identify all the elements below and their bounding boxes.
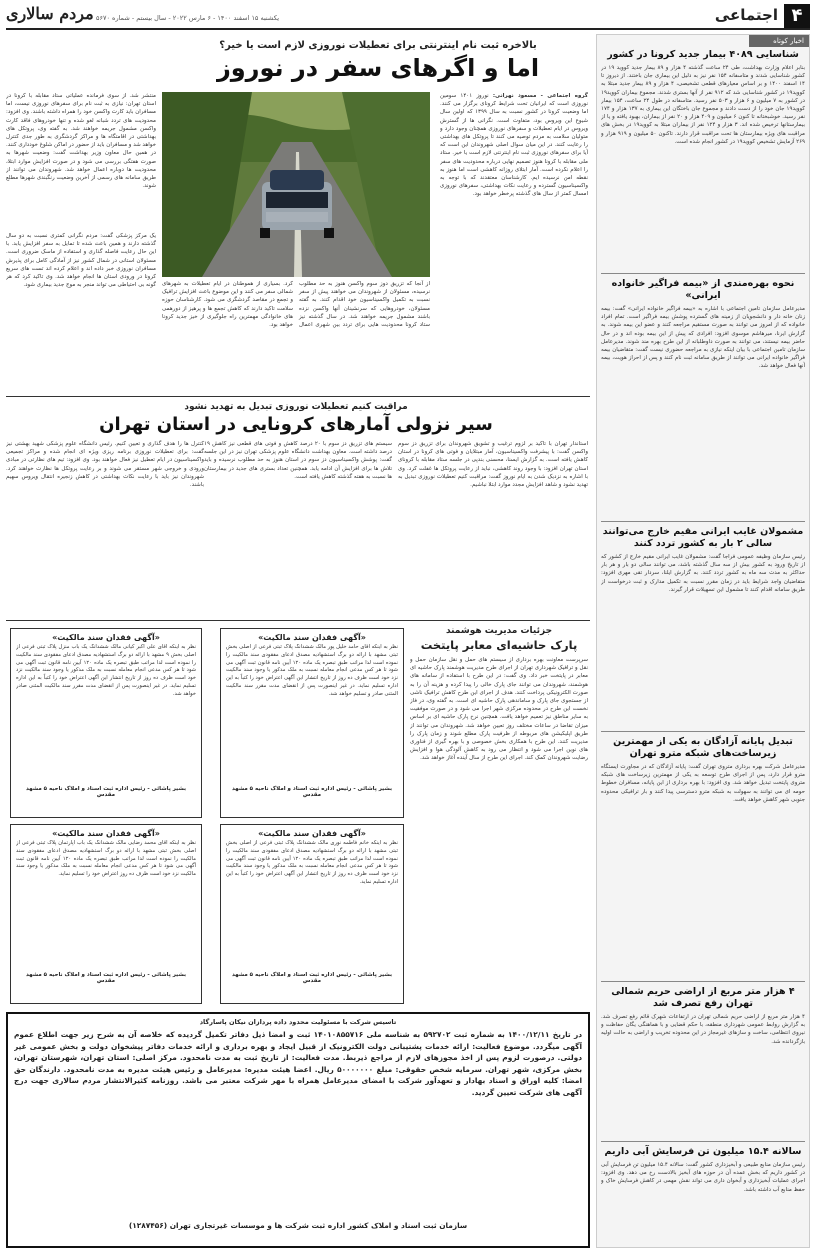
ad-signature: بشیر پاشائی - رئیس اداره ثبت اسناد و املاک ناحیه ۵ مشهد مقدس — [231, 786, 393, 798]
sidebar-item-title: مشمولان غایب ایرانی مقیم خارج می‌توانند سالی ۲ بار به کشور تردد کنند — [602, 526, 804, 549]
lead-body-right: نوروز ۱۴۰۱ سومین نوروزی است که ایرانیان تحت شرایط کرونای برگزار می کنند. اما وضعیت کرونا در کشور نسبت به سال ۱۳۹۹ که اولین سال شیوع این ویروس بود، متفاوت است. نگرانی ها از گسترش ویروس در ایام تعطیلات و سفرهای نوروزی همچنان وجود دارد و متولیان سلامت به مردم توصیه می کنند تا پروتکل های بهداشتی را رعایت کنند. در این میان سوال اصلی شهروندان این است که آیا برای سفرهای نوروزی ثبت نام اینترنتی لازم است یا خیر. ستاد ملی مقابله با کرونا هنوز تصمیم نهایی درباره محدودیت های سفر را اعلام نکرده است. آمار ابتلای روزانه کاهشی است اما هنوز به نقطه امن نرسیده ایم. کارشناسان معتقدند که با توجه به واکسیناسیون گسترده و رعایت نکات بهداشتی، سفرهای نوروزی امسال کمتر از سال های گذشته پرخطر خواهد بود. — [440, 93, 588, 198]
lead-column-left: منتشر شد. از سوی فرمانده عملیاتی ستاد مقابله با کرونا در استان تهران: نیازی به ثبت نام برای سفرهای نوروزی نیست، اما مسافران باید کارت واکسن خود را همراه داشته باشند. وی افزود: محدودیت های تردد شبانه لغو شده و تنها خودروهای فاقد کارت واکسن مشمول جریمه خواهند شد. به گفته وی، پروتکل های بهداشتی در اقامتگاه ها و مراکز گردشگری به طور جدی کنترل خواهد شد و مسافران باید از حضور در اماکن شلوغ خودداری کنند. در همین حال معاون وزیر بهداشت گفت: وضعیت شهرها به صورت هفتگی بررسی می شود و در صورت افزایش موارد ابتلا، محدودیت ها دوباره اعمال خواهد شد. شهروندان می توانند از طریق سامانه های رسمی از آخرین وضعیت رنگبندی شهرها مطلع شوند. — [6, 93, 156, 190]
lead-column-middle: از آنجا که تزریق دوز سوم واکسن هنوز به حد مطلوب نرسیده، مسئولان از شهروندان می خواهند پیش از سفر نسبت به تکمیل واکسیناسیون خود اقدام کنند. به گفته مسئولان، خودروهایی که سرنشینان آنها واکسن نزده باشند مشمول جریمه خواهند شد. در سال گذشته نیز ستاد کرونا محدودیت هایی برای تردد بین شهری اعمال کرد. بسیاری از هموطنان در ایام تعطیلات به شهرهای شمالی سفر می کنند و این موضوع باعث افزایش ترافیک و تجمع در مقاصد گردشگری می شود. کارشناسان حوزه سلامت تاکید دارند که کاهش تجمع ها و پرهیز از دورهمی های خانوادگی مهمترین راه جلوگیری از خیز جدید کرونا خواهد بود. — [162, 281, 430, 329]
sidebar-item — [601, 526, 805, 726]
ad-body: نظر به اینکه آقای محمد رضایی مالک ششدانگ یک باب آپارتمان پلاک ثبتی فرعی از اصلی بخش ثبتی مشهد با ارائه دو برگ استشهادیه مصدق ادعای مفقودی سند مالکیت را نموده است لذا مراتب طبق تبصره یک ماده ۱۲۰ آیین نامه قانون ثبت آگهی می شود تا هر کس مدعی انجام معامله نسبت به ملک مذکور یا وجود سند مالکیت نزد خود است ظرف ده روز اعتراض خود را تسلیم نماید. — [16, 840, 196, 878]
sidebar-label: اخبار کوتاه — [749, 35, 809, 47]
ad-signature: بشیر پاشائی - رئیس اداره ثبت اسناد و املاک ناحیه ۵ مشهد مقدس — [231, 972, 393, 984]
newspaper-logo: مردم سالاری — [6, 4, 94, 23]
second-kicker: مراقبت کنیم تعطیلات نوروزی تبدیل به تهدید نشود — [184, 402, 408, 412]
sidebar-item — [601, 49, 805, 269]
ad-box — [10, 628, 202, 818]
ad-signature: بشیر پاشائی - رئیس اداره ثبت اسناد و املاک ناحیه ۵ مشهد مقدس — [25, 786, 187, 798]
notice-footer: سازمان ثبت اسناد و املاک کشور اداره ثبت شرکت ها و موسسات غیرتجاری تهران (۱۲۸۷۴۵۶) — [128, 1221, 468, 1230]
masthead — [6, 4, 810, 30]
lead-headline: اما و اگرهای سفر در نوروز — [216, 54, 540, 82]
sidebar-item-title: نحوه بهره‌مندی از «بیمه فراگیر خانواده ایرانی» — [611, 278, 795, 301]
parking-kicker: جزئیات مدیریت هوشمند — [445, 626, 553, 636]
sidebar-item-title: سالانه ۱۵.۴ میلیون تن فرسایش آبی داریم — [604, 1146, 802, 1157]
ad-title: «آگهی فقدان سند مالکیت» — [258, 829, 366, 838]
notice-title: تاسیس شرکت با مسئولیت محدود داده پردازان نیکان پاسارگاد — [199, 1018, 397, 1026]
sidebar-item-body: مدیرعامل سازمان تامین اجتماعی با اشاره به «بیمه فراگیر خانواده ایرانی» گفت: بیمه زنان خانه دار و دانشجویان از زمینه های گسترده پوشش بیمه فراگیر است. تمام افراد خانواده که از امروز می توانند به صورت مستقیم مراجعه کنند و عضو این بیمه شوند. به گزارش ایرنا، میرهاشم موسوی افزود: افرادی که پیش از این بیمه بوده اند و در حال حاضر بیمه نیستند، می توانند به صورت داوطلبانه از این طرح بهره مند شوند. مدیرعامل سازمان تامین اجتماعی با بیان اینکه نیازی به مراجعه حضوری نیست گفت: متقاضیان بیمه فراگیر خانواده ایرانی می توانند از طریق سامانه ثبت نام کنند و پس از احراز هویت، بیمه آنها فعال خواهد شد. — [601, 306, 805, 370]
second-body-a: استاندار تهران با تاکید بر لزوم ترغیب و تشویق شهروندان برای تزریق دز سوم واکسن گفت: با پیشرفت واکسیناسیون، آمار مبتلایان و فوتی های کرونا در استان کاهش یافته است. به گزارش ایسنا، محسنی بندپی در جلسه ستاد مقابله با کرونای استان تهران افزود: با وجود روند کاهشی، نباید از رعایت پروتکل ها غفلت کرد. وی با اشاره به نزدیک شدن به ایام نوروز گفت: مراقبت کنیم تعطیلات نوروزی تبدیل به تهدید نشود و شاهد افزایش مجدد موارد ابتلا نباشیم. — [398, 441, 588, 489]
parking-body: سرپرست معاونت بهره برداری از سیستم های حمل و نقل سازمان حمل و نقل و ترافیک شهرداری تهران از اجرای طرح مدیریت هوشمند پارک حاشیه ای معابر در پایتخت خبر داد. وی گفت: در این طرح با استفاده از سامانه های هوشمند، شهروندان می توانند جای پارک خالی را پیدا کرده و هزینه آن را به صورت الکترونیکی پرداخت کنند. هدف از اجرای این طرح کاهش ترافیک ناشی از جستجوی جای پارک و ساماندهی پارک حاشیه ای است. به گفته وی، در فاز نخست این طرح در محدوده مرکزی شهر اجرا می شود و در صورت موفقیت به سایر مناطق نیز تعمیم خواهد یافت. همچنین نرخ پارک حاشیه ای بر اساس میزان تقاضا در ساعات مختلف روز تعیین خواهد شد. شهروندان می توانند از طریق اپلیکیشن های مربوطه از ظرفیت پارک مطلع شوند و زمان پارک را مدیریت کنند. این طرح با همکاری بخش خصوصی و با بهره گیری از فناوری های نوین اجرا می شود و انتظار می رود به کاهش آلودگی هوا و افزایش رضایت شهروندان کمک کند. اجرای این طرح از سال آینده آغاز خواهد شد. — [410, 657, 588, 762]
ad-body: نظر به اینکه آقای حامد خلیل پور مالک ششدانگ پلاک ثبتی فرعی از اصلی بخش ثبتی مشهد با ارائه دو برگ استشهادیه مصدق ادعای مفقودی سند مالکیت را نموده است لذا مراتب طبق تبصره یک ماده ۱۲۰ آیین نامه قانون ثبت آگهی می شود تا هر کس مدعی انجام معامله نسبت به ملک مذکور یا وجود سند مالکیت نزد خود است ظرف ده روز از تاریخ انتشار این آگهی اعتراض خود را کتباً به این اداره تسلیم نماید. در غیر اینصورت پس از انقضای مدت مقرر سند مالکیت المثنی صادر و تسلیم خواهد شد. — [226, 644, 398, 697]
date-line: یکشنبه ۱۵ اسفند ۱۴۰۰ - ۶ مارس ۲۰۲۲ - سال بیستم - شماره ۵۶۷۰ — [96, 14, 280, 22]
sidebar-item — [601, 736, 805, 976]
sidebar-item-body: ۴ هزار متر مربع از اراضی حریم شمالی تهران در ارتفاعات شهرک قائم رفع تصرف شد. به گزارش روابط عمومی شهرداری منطقه، با حکم قضایی و با هماهنگی یگان حفاظت و نیروی انتظامی، ساخت و سازهای غیرمجاز در این محدوده تخریب و اراضی به حالت اولیه بازگردانده شد. — [601, 1014, 805, 1045]
lead-kicker: بالاخره ثبت نام اینترنتی برای تعطیلات نوروزی لازم است یا خیر؟ — [219, 40, 537, 51]
ad-title: «آگهی فقدان سند مالکیت» — [258, 633, 366, 642]
sidebar-item — [601, 986, 805, 1136]
parking-story — [410, 626, 588, 1008]
lead-photo — [162, 92, 430, 277]
sidebar-item — [601, 278, 805, 516]
lead-column-right — [440, 92, 588, 392]
second-body-c: کنترل ها را هدف گذاری و تعیین کنیم. رئیس دانشگاه علوم پزشکی شهید بهشتی نیز گفت: برای تعطیلات نوروزی برنامه ریزی ویژه ای انجام شده و مراکز تجمیعی واکسیناسیون در ایام تعطیل نیز فعال خواهند بود. وی افزود: تیم های نظارتی در مبادی ورودی و خروجی شهر مستقر می شوند و بر رعایت پروتکل ها نظارت خواهند کرد. شهروندان نیز باید با رعایت نکات بهداشتی در کاهش زنجیره انتقال ویروس سهیم باشند. — [6, 441, 204, 489]
ad-box — [220, 824, 404, 1004]
sidebar-item-body: رئیس سازمان وظیفه عمومی فراجا گفت: مشمولان غایب ایرانی مقیم خارج از کشور که از تاریخ ورود به کشور بیش از سه سال گذشته باشد، می توانند سالی دو بار و هر بار حداکثر به مدت سه ماه به کشور تردد کنند. به گزارش ایلنا، سردار تقی مهری افزود: متقاضیان واجد شرایط باید در زمان مقرر نسبت به تکمیل مدارک و ثبت درخواست از طریق سامانه اقدام کنند تا مشمول این تسهیلات قرار گیرند. — [601, 554, 805, 593]
section-title: اجتماعی — [714, 6, 778, 24]
page-number: ۴ — [784, 4, 810, 28]
sidebar-item-body: بنابر اعلام وزارت بهداشت، طی ۲۴ ساعت گذشته ۴ هزار و ۸۹ بیمار جدید کووید ۱۹ در کشور شناسایی شدند و متاسفانه ۱۵۴ نفر نیز به دلیل این بیماری جان باختند. از دیروز تا ۱۴ اسفند ۱۴۰۰ و بر اساس معیارهای قطعی تشخیصی، ۴ هزار و ۸۹ بیمار جدید مبتلا به کووید۱۹ در کشور شناسایی شد که ۹۱۲ نفر از آنها بستری شدند. مجموع بیماران کووید۱۹ در کشور به ۷ میلیون و ۶ هزار و ۵۰۳ نفر رسید. متاسفانه در طول ۲۴ ساعت، ۱۵۴ بیمار کووید۱۹ جان خود را از دست دادند و مجموع جان باختگان این بیماری به ۱۳۷ هزار و ۱۷۴ نفر رسید. خوشبختانه تا کنون ۶ میلیون و ۴۰۹ هزار و ۲۰ نفر از بیماران، بهبود یافته و یا از بیمارستانها ترخیص شده اند. ۳ هزار و ۱۲۴ نفر از بیماران مبتلا به کووید۱۹ در بخش های مراقبت های ویژه بیمارستان ها تحت مراقبت قرار دارند. تاکنون ۵۰ میلیون و ۹۱۹ هزار و ۲۶۹ آزمایش تشخیص کووید۱۹ در کشور انجام شده است. — [601, 65, 805, 145]
lead-column-left-extra: یک مرکز پزشکی گفت: مردم نگرانی کمتری نسبت به دو سال گذشته دارند و همین باعث شده تا تمایل به سفر افزایش یابد. با این حال رعایت فاصله گذاری و استفاده از ماسک ضروری است. مسئولان استانی در شمال کشور نیز از آمادگی کامل برای پذیرش مسافران نوروزی خبر داده اند و اعلام کرده اند تست های سریع کرونا در ورودی استان ها انجام خواهد شد. وی تاکید کرد که هر گونه بی احتیاطی می تواند منجر به موج جدید بیماری شود. — [6, 233, 156, 289]
notice-body: در تاریخ ۱۴۰۰/۱۲/۱۱ به شماره ثبت ۵۹۲۷۰۲ به شناسه ملی ۱۴۰۱۰۸۵۵۷۱۶ ثبت و امضا ذیل دفاتر تکمیل گردیده که خلاصه آن به شرح زیر جهت اطلاع عموم آگهی میگردد. موضوع فعالیت: ارائه خدمات پشتیبانی دولت الکترونیک از قبیل ایجاد و بهره برداری و ارائه خدمات دفاتر پیشخوان دولت و بخش عمومی غیر دولتی. درصورت لزوم پس از اخذ مجوزهای لازم از مراجع ذیربط. مدت فعالیت: از تاریخ ثبت به مدت نامحدود. مرکز اصلی: استان تهران، شهرستان تهران، بخش مرکزی، شهر تهران. سرمایه شخص حقوقی: مبلغ ۵۰۰۰۰۰۰۰ ریال. اعضا هیئت مدیره: مدیرعامل و رئیس هیئت مدیره به مدت نامحدود. دارندگان حق امضا: کلیه اوراق و اسناد بهادار و تعهدآور شرکت با امضای مدیرعامل همراه با مهر شرکت معتبر می باشد. روزنامه کثیرالانتشار مردم سالاری جهت درج آگهی های شرکت تعیین گردید. — [14, 1030, 582, 1097]
sidebar-item-title: شناسایی ۴۰۸۹ بیمار جدید کرونا در کشور — [607, 49, 799, 60]
ad-body: نظر به اینکه آقای علی اکبر کیانی مالک ششدانگ یک باب منزل پلاک ثبتی فرعی از اصلی بخش ۹ مشهد با ارائه دو برگ استشهادیه مصدق ادعای مفقودی سند مالکیت را نموده است لذا مراتب طبق تبصره یک ماده ۱۲۰ آیین نامه قانون ثبت آگهی می شود تا هر کس مدعی انجام معامله نسبت به ملک مذکور یا وجود سند مالکیت نزد خود است ظرف ده روز از تاریخ انتشار این آگهی اعتراض خود را کتباً به این اداره تسلیم نماید. در غیر اینصورت پس از انقضای مدت مقرر سند مالکیت المثنی صادر خواهد شد. — [16, 644, 196, 697]
car-road-photo — [162, 92, 430, 277]
sidebar-item-body: رئیس سازمان منابع طبیعی و آبخیزداری کشور گفت: سالانه ۱۵.۴ میلیون تن فرسایش آبی در کشور داریم که بخش عمده آن در حوزه های آبخیز بالادست رخ می دهد. وی افزود: اجرای عملیات آبخیزداری و آبخوان داری می تواند نقش مهمی در کاهش فرسایش خاک و حفظ منابع آب داشته باشد. — [601, 1162, 805, 1193]
company-notice — [6, 1012, 590, 1248]
ad-box — [220, 628, 404, 818]
sidebar-item-body: مدیرعامل شرکت بهره برداری متروی تهران گفت: پایانه آزادگان که در مجاورت ایستگاه مترو قرار دارد، پس از اجرای طرح توسعه به یکی از مهمترین زیرساخت های شبکه متروی پایتخت تبدیل خواهد شد. وی افزود: با بهره برداری از این پایانه، مسافران خطوط حومه ای می توانند به سهولت به شبکه مترو دسترسی پیدا کنند و بار ترافیکی محدوده جنوبی شهر کاهش خواهد یافت. — [601, 764, 805, 803]
sidebar-item-title: ۴ هزار متر مربع از اراضی حریم شمالی تهران رفع تصرف شد — [611, 986, 795, 1009]
second-body-b: سیستم های تزریق دز سوم با ۲۰ درصد کاهش و فوتی های قطعی نیز کاهش ۱۹ درصد داشته است. معاون بهداشت دانشگاه علوم پزشکی تهران نیز در این جلسه گفت: پوشش واکسیناسیون دز سوم در استان هنوز به حد مطلوب نرسیده و باید تلاش ها برای افزایش آن ادامه یابد. همچنین تعداد بستری های جدید در بیمارستان ها نسبت به هفته گذشته کاهش یافته است. — [204, 441, 392, 480]
sidebar-item — [601, 1146, 805, 1244]
ad-title: «آگهی فقدان سند مالکیت» — [52, 829, 160, 838]
lead-byline: گروه اجتماعی - مسعود نهرانی: — [492, 93, 588, 99]
second-headline: سیر نزولی آمارهای کرونایی در استان تهران — [99, 414, 493, 435]
ad-body: نظر به اینکه خانم فاطمه نوری مالک ششدانگ پلاک ثبتی فرعی از اصلی بخش ثبتی مشهد با ارائه دو برگ استشهادیه مصدق ادعای مفقودی سند مالکیت را نموده است لذا مراتب طبق تبصره یک ماده ۱۲۰ آیین نامه قانون ثبت آگهی می شود تا هر کس مدعی انجام معامله نسبت به ملک مذکور یا وجود سند مالکیت نزد خود است ظرف ده روز از تاریخ انتشار این آگهی اعتراض خود را کتباً به این اداره تسلیم نماید. — [226, 840, 398, 885]
sidebar — [596, 34, 810, 1248]
parking-headline: پارک حاشیه‌ای معابر پایتخت — [420, 638, 578, 652]
ad-title: «آگهی فقدان سند مالکیت» — [52, 633, 160, 642]
ad-box — [10, 824, 202, 1004]
sidebar-item-title: تبدیل پایانه آزادگان به یکی از مهمترین زیرساخت‌های شبکه مترو تهران — [613, 736, 793, 759]
ad-signature: بشیر پاشائی - رئیس اداره ثبت اسناد و املاک ناحیه ۵ مشهد مقدس — [25, 972, 187, 984]
